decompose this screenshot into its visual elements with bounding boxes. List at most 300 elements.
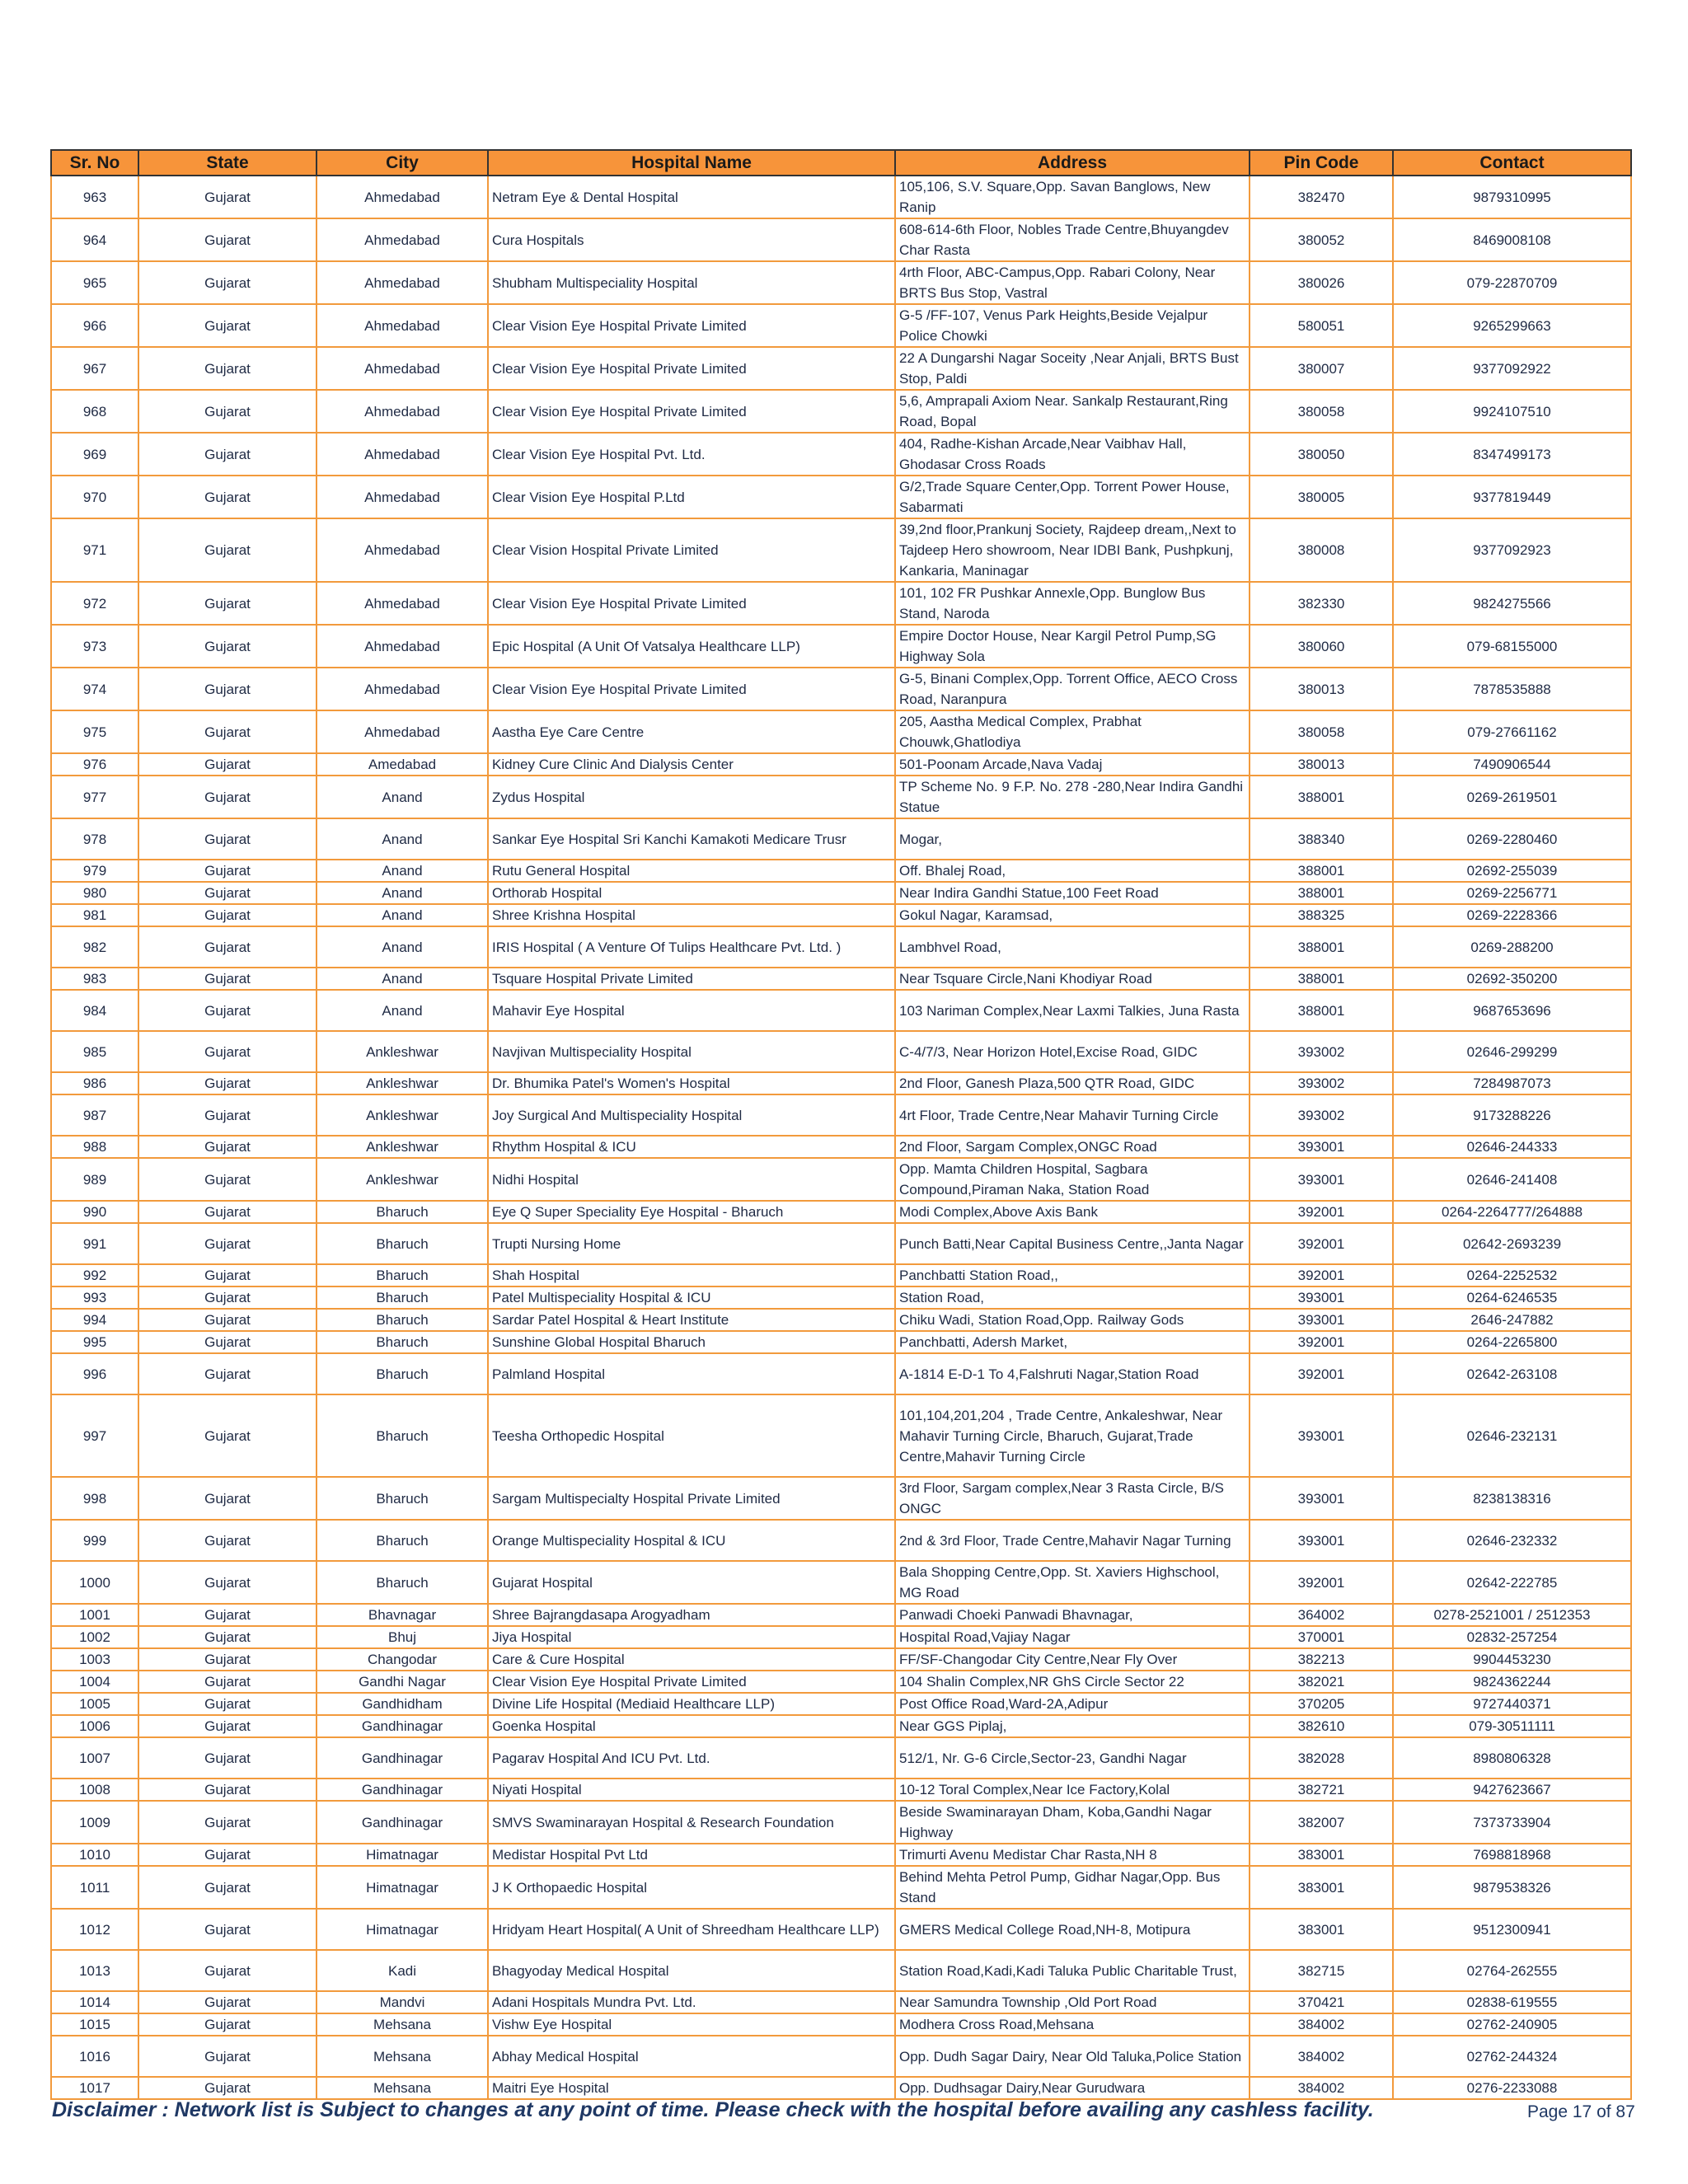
cell-hospital-name: Clear Vision Eye Hospital Private Limited [488, 582, 895, 625]
cell-address: G-5, Binani Complex,Opp. Torrent Office, AECO Cross Road, Naranpura [895, 668, 1250, 710]
cell-pin-code: 392001 [1250, 1223, 1393, 1264]
cell-pin-code: 393001 [1250, 1158, 1393, 1201]
table-row [51, 1561, 1631, 1604]
cell-city: Ahmedabad [316, 390, 488, 433]
cell-pin-code: 388340 [1250, 818, 1393, 860]
cell-pin-code: 384002 [1250, 2077, 1393, 2099]
cell-contact: 9377819449 [1393, 476, 1631, 518]
cell-state: Gujarat [138, 990, 316, 1031]
cell-city: Ahmedabad [316, 433, 488, 476]
cell-city: Anand [316, 926, 488, 968]
cell-hospital-name: Care & Cure Hospital [488, 1648, 895, 1671]
cell-city: Himatnagar [316, 1866, 488, 1909]
cell-pin-code: 364002 [1250, 1604, 1393, 1626]
cell-state: Gujarat [138, 1477, 316, 1520]
cell-hospital-name: Clear Vision Eye Hospital Private Limited [488, 304, 895, 347]
cell-contact: 8347499173 [1393, 433, 1631, 476]
cell-state: Gujarat [138, 1779, 316, 1801]
cell-address: Opp. Mamta Children Hospital, Sagbara Compound,Piraman Naka, Station Road [895, 1158, 1250, 1201]
cell-city: Bharuch [316, 1201, 488, 1223]
cell-address: A-1814 E-D-1 To 4,Falshruti Nagar,Station Road [895, 1353, 1250, 1394]
table-row [51, 1671, 1631, 1693]
cell-hospital-name: Palmland Hospital [488, 1353, 895, 1394]
table-row [51, 347, 1631, 390]
cell-contact: 9427623667 [1393, 1779, 1631, 1801]
cell-city: Anand [316, 776, 488, 818]
cell-hospital-name: Patel Multispeciality Hospital & ICU [488, 1286, 895, 1309]
cell-state: Gujarat [138, 1648, 316, 1671]
cell-address: 2nd Floor, Ganesh Plaza,500 QTR Road, GIDC [895, 1072, 1250, 1094]
cell-state: Gujarat [138, 1737, 316, 1779]
cell-state: Gujarat [138, 2013, 316, 2036]
cell-pin-code: 380026 [1250, 261, 1393, 304]
cell-city: Mehsana [316, 2077, 488, 2099]
cell-sr-no: 990 [51, 1201, 138, 1223]
cell-sr-no: 969 [51, 433, 138, 476]
cell-contact: 02838-619555 [1393, 1991, 1631, 2013]
cell-state: Gujarat [138, 176, 316, 218]
table-row [51, 1991, 1631, 2013]
cell-pin-code: 388001 [1250, 926, 1393, 968]
cell-address: Mogar, [895, 818, 1250, 860]
cell-hospital-name: Teesha Orthopedic Hospital [488, 1394, 895, 1477]
cell-sr-no: 975 [51, 710, 138, 753]
cell-city: Ahmedabad [316, 582, 488, 625]
cell-sr-no: 1017 [51, 2077, 138, 2099]
cell-pin-code: 370421 [1250, 1991, 1393, 2013]
cell-city: Ahmedabad [316, 518, 488, 582]
cell-contact: 7284987073 [1393, 1072, 1631, 1094]
cell-sr-no: 992 [51, 1264, 138, 1286]
table-row [51, 1223, 1631, 1264]
cell-state: Gujarat [138, 347, 316, 390]
cell-sr-no: 963 [51, 176, 138, 218]
cell-sr-no: 1003 [51, 1648, 138, 1671]
cell-address: 104 Shalin Complex,NR GhS Circle Sector 22 [895, 1671, 1250, 1693]
col-header-address: Address [895, 150, 1250, 176]
cell-contact: 079-22870709 [1393, 261, 1631, 304]
table-row [51, 2036, 1631, 2077]
cell-city: Ahmedabad [316, 668, 488, 710]
cell-pin-code: 393001 [1250, 1286, 1393, 1309]
cell-hospital-name: Shubham Multispeciality Hospital [488, 261, 895, 304]
disclaimer-text: Disclaimer : Network list is Subject to changes at any point of time. Please check with the hospital before availing any cashless facility. [52, 2098, 1374, 2121]
cell-hospital-name: Sargam Multispecialty Hospital Private Limited [488, 1477, 895, 1520]
cell-contact: 02692-350200 [1393, 968, 1631, 990]
cell-pin-code: 383001 [1250, 1909, 1393, 1950]
cell-address: Gokul Nagar, Karamsad, [895, 904, 1250, 926]
table-row [51, 668, 1631, 710]
table-row [51, 1950, 1631, 1991]
cell-address: Panchbatti, Adersh Market, [895, 1331, 1250, 1353]
cell-city: Bharuch [316, 1286, 488, 1309]
cell-contact: 02762-244324 [1393, 2036, 1631, 2077]
cell-contact: 02646-244333 [1393, 1136, 1631, 1158]
cell-contact: 079-68155000 [1393, 625, 1631, 668]
cell-hospital-name: Adani Hospitals Mundra Pvt. Ltd. [488, 1991, 895, 2013]
cell-pin-code: 382213 [1250, 1648, 1393, 1671]
cell-state: Gujarat [138, 1331, 316, 1353]
cell-contact: 9687653696 [1393, 990, 1631, 1031]
table-row [51, 882, 1631, 904]
cell-state: Gujarat [138, 1072, 316, 1094]
cell-state: Gujarat [138, 476, 316, 518]
cell-state: Gujarat [138, 1201, 316, 1223]
cell-contact: 7698818968 [1393, 1844, 1631, 1866]
cell-sr-no: 1011 [51, 1866, 138, 1909]
table-row [51, 1648, 1631, 1671]
cell-city: Gandhinagar [316, 1779, 488, 1801]
cell-sr-no: 980 [51, 882, 138, 904]
cell-city: Bharuch [316, 1477, 488, 1520]
cell-hospital-name: Kidney Cure Clinic And Dialysis Center [488, 753, 895, 776]
cell-hospital-name: Clear Vision Hospital Private Limited [488, 518, 895, 582]
cell-contact: 9265299663 [1393, 304, 1631, 347]
cell-state: Gujarat [138, 668, 316, 710]
cell-address: Lambhvel Road, [895, 926, 1250, 968]
cell-state: Gujarat [138, 1801, 316, 1844]
table-row [51, 304, 1631, 347]
cell-hospital-name: Joy Surgical And Multispeciality Hospital [488, 1094, 895, 1136]
cell-address: 101,104,201,204 , Trade Centre, Ankaleshwar, Near Mahavir Turning Circle, Bharuch, Gujarat,Trade Centre,Mahavir Turning Circle [895, 1394, 1250, 1477]
cell-state: Gujarat [138, 1353, 316, 1394]
cell-contact: 0269-2228366 [1393, 904, 1631, 926]
cell-address: Post Office Road,Ward-2A,Adipur [895, 1693, 1250, 1715]
cell-pin-code: 380060 [1250, 625, 1393, 668]
cell-pin-code: 393001 [1250, 1136, 1393, 1158]
cell-hospital-name: Clear Vision Eye Hospital P.Ltd [488, 476, 895, 518]
cell-address: 39,2nd floor,Prankunj Society, Rajdeep dream,,Next to Tajdeep Hero showroom, Near IDBI Bank, Pushpkunj, Kankaria, Maninagar [895, 518, 1250, 582]
cell-pin-code: 388325 [1250, 904, 1393, 926]
cell-contact: 02646-232332 [1393, 1520, 1631, 1561]
cell-state: Gujarat [138, 304, 316, 347]
cell-city: Ahmedabad [316, 625, 488, 668]
cell-hospital-name: Abhay Medical Hospital [488, 2036, 895, 2077]
cell-address: Bala Shopping Centre,Opp. St. Xaviers Highschool, MG Road [895, 1561, 1250, 1604]
cell-contact: 0264-6246535 [1393, 1286, 1631, 1309]
cell-address: FF/SF-Changodar City Centre,Near Fly Over [895, 1648, 1250, 1671]
cell-contact: 02642-263108 [1393, 1353, 1631, 1394]
table-row [51, 1158, 1631, 1201]
cell-city: Bharuch [316, 1223, 488, 1264]
cell-sr-no: 999 [51, 1520, 138, 1561]
cell-contact: 7373733904 [1393, 1801, 1631, 1844]
cell-state: Gujarat [138, 2077, 316, 2099]
table-row [51, 710, 1631, 753]
cell-address: G/2,Trade Square Center,Opp. Torrent Power House, Sabarmati [895, 476, 1250, 518]
cell-pin-code: 393001 [1250, 1477, 1393, 1520]
cell-address: GMERS Medical College Road,NH-8, Motipura [895, 1909, 1250, 1950]
cell-address: Station Road, [895, 1286, 1250, 1309]
cell-hospital-name: Tsquare Hospital Private Limited [488, 968, 895, 990]
cell-address: 608-614-6th Floor, Nobles Trade Centre,Bhuyangdev Char Rasta [895, 218, 1250, 261]
cell-pin-code: 382721 [1250, 1779, 1393, 1801]
cell-contact: 9924107510 [1393, 390, 1631, 433]
table-row [51, 1693, 1631, 1715]
cell-contact: 079-27661162 [1393, 710, 1631, 753]
cell-address: Beside Swaminarayan Dham, Koba,Gandhi Nagar Highway [895, 1801, 1250, 1844]
cell-city: Himatnagar [316, 1844, 488, 1866]
cell-city: Ahmedabad [316, 476, 488, 518]
col-header-state: State [138, 150, 316, 176]
cell-hospital-name: Medistar Hospital Pvt Ltd [488, 1844, 895, 1866]
cell-city: Gandhinagar [316, 1715, 488, 1737]
cell-sr-no: 971 [51, 518, 138, 582]
cell-pin-code: 382007 [1250, 1801, 1393, 1844]
cell-address: 101, 102 FR Pushkar Annexle,Opp. Bunglow Bus Stand, Naroda [895, 582, 1250, 625]
cell-state: Gujarat [138, 1158, 316, 1201]
cell-pin-code: 380052 [1250, 218, 1393, 261]
table-row [51, 1286, 1631, 1309]
cell-sr-no: 972 [51, 582, 138, 625]
cell-contact: 8469008108 [1393, 218, 1631, 261]
table-row [51, 1844, 1631, 1866]
cell-address: Behind Mehta Petrol Pump, Gidhar Nagar,Opp. Bus Stand [895, 1866, 1250, 1909]
cell-city: Ankleshwar [316, 1094, 488, 1136]
cell-sr-no: 1012 [51, 1909, 138, 1950]
cell-pin-code: 393002 [1250, 1094, 1393, 1136]
cell-address: 103 Nariman Complex,Near Laxmi Talkies, Juna Rasta [895, 990, 1250, 1031]
cell-city: Mandvi [316, 1991, 488, 2013]
cell-sr-no: 991 [51, 1223, 138, 1264]
cell-pin-code: 393001 [1250, 1520, 1393, 1561]
page-number: Page 17 of 87 [1527, 2102, 1635, 2121]
cell-address: Punch Batti,Near Capital Business Centre,,Janta Nagar [895, 1223, 1250, 1264]
cell-state: Gujarat [138, 625, 316, 668]
cell-hospital-name: Epic Hospital (A Unit Of Vatsalya Healthcare LLP) [488, 625, 895, 668]
cell-city: Ahmedabad [316, 304, 488, 347]
cell-contact: 02642-2693239 [1393, 1223, 1631, 1264]
cell-pin-code: 392001 [1250, 1264, 1393, 1286]
cell-pin-code: 382610 [1250, 1715, 1393, 1737]
cell-pin-code: 388001 [1250, 776, 1393, 818]
table-row [51, 261, 1631, 304]
cell-address: Hospital Road,Vajiay Nagar [895, 1626, 1250, 1648]
cell-hospital-name: Mahavir Eye Hospital [488, 990, 895, 1031]
cell-contact: 02764-262555 [1393, 1950, 1631, 1991]
cell-contact: 02646-232131 [1393, 1394, 1631, 1477]
table-row [51, 1072, 1631, 1094]
cell-state: Gujarat [138, 1223, 316, 1264]
table-row [51, 1201, 1631, 1223]
cell-city: Bharuch [316, 1331, 488, 1353]
col-header-city: City [316, 150, 488, 176]
cell-contact: 079-30511111 [1393, 1715, 1631, 1737]
table-row [51, 1604, 1631, 1626]
cell-address: Empire Doctor House, Near Kargil Petrol Pump,SG Highway Sola [895, 625, 1250, 668]
cell-address: 22 A Dungarshi Nagar Soceity ,Near Anjali, BRTS Bust Stop, Paldi [895, 347, 1250, 390]
cell-state: Gujarat [138, 1715, 316, 1737]
cell-hospital-name: Maitri Eye Hospital [488, 2077, 895, 2099]
cell-city: Gandhinagar [316, 1737, 488, 1779]
cell-hospital-name: Orange Multispeciality Hospital & ICU [488, 1520, 895, 1561]
cell-pin-code: 383001 [1250, 1844, 1393, 1866]
cell-pin-code: 393002 [1250, 1072, 1393, 1094]
table-row [51, 1353, 1631, 1394]
cell-hospital-name: Clear Vision Eye Hospital Private Limited [488, 347, 895, 390]
cell-sr-no: 986 [51, 1072, 138, 1094]
cell-sr-no: 1007 [51, 1737, 138, 1779]
table-row [51, 1737, 1631, 1779]
cell-state: Gujarat [138, 1394, 316, 1477]
cell-pin-code: 393002 [1250, 1031, 1393, 1072]
cell-contact: 0264-2252532 [1393, 1264, 1631, 1286]
cell-sr-no: 989 [51, 1158, 138, 1201]
cell-state: Gujarat [138, 776, 316, 818]
cell-pin-code: 380058 [1250, 390, 1393, 433]
cell-address: Modi Complex,Above Axis Bank [895, 1201, 1250, 1223]
cell-address: Panwadi Choeki Panwadi Bhavnagar, [895, 1604, 1250, 1626]
header-row [51, 150, 1631, 176]
cell-hospital-name: IRIS Hospital ( A Venture Of Tulips Healthcare Pvt. Ltd. ) [488, 926, 895, 968]
cell-state: Gujarat [138, 390, 316, 433]
cell-pin-code: 392001 [1250, 1353, 1393, 1394]
cell-address: 4rth Floor, ABC-Campus,Opp. Rabari Colony, Near BRTS Bus Stop, Vastral [895, 261, 1250, 304]
cell-contact: 0269-2619501 [1393, 776, 1631, 818]
cell-city: Anand [316, 990, 488, 1031]
cell-city: Ahmedabad [316, 710, 488, 753]
cell-hospital-name: Rhythm Hospital & ICU [488, 1136, 895, 1158]
cell-state: Gujarat [138, 1671, 316, 1693]
cell-pin-code: 388001 [1250, 990, 1393, 1031]
cell-hospital-name: Netram Eye & Dental Hospital [488, 176, 895, 218]
cell-sr-no: 996 [51, 1353, 138, 1394]
table-row [51, 1866, 1631, 1909]
cell-sr-no: 1015 [51, 2013, 138, 2036]
cell-address: 3rd Floor, Sargam complex,Near 3 Rasta Circle, B/S ONGC [895, 1477, 1250, 1520]
cell-state: Gujarat [138, 1909, 316, 1950]
table-row [51, 1520, 1631, 1561]
cell-pin-code: 384002 [1250, 2036, 1393, 2077]
cell-address: 2nd Floor, Sargam Complex,ONGC Road [895, 1136, 1250, 1158]
cell-pin-code: 392001 [1250, 1561, 1393, 1604]
cell-pin-code: 380058 [1250, 710, 1393, 753]
cell-state: Gujarat [138, 518, 316, 582]
cell-city: Changodar [316, 1648, 488, 1671]
cell-hospital-name: Gujarat Hospital [488, 1561, 895, 1604]
cell-hospital-name: Eye Q Super Speciality Eye Hospital - Bharuch [488, 1201, 895, 1223]
cell-address: 2nd & 3rd Floor, Trade Centre,Mahavir Nagar Turning [895, 1520, 1250, 1561]
table-row [51, 753, 1631, 776]
cell-address: 404, Radhe-Kishan Arcade,Near Vaibhav Hall, Ghodasar Cross Roads [895, 433, 1250, 476]
cell-contact: 02646-241408 [1393, 1158, 1631, 1201]
cell-hospital-name: SMVS Swaminarayan Hospital & Research Foundation [488, 1801, 895, 1844]
table-row [51, 904, 1631, 926]
cell-address: G-5 /FF-107, Venus Park Heights,Beside Vejalpur Police Chowki [895, 304, 1250, 347]
table-row [51, 1626, 1631, 1648]
cell-city: Mehsana [316, 2013, 488, 2036]
cell-sr-no: 966 [51, 304, 138, 347]
cell-pin-code: 392001 [1250, 1201, 1393, 1223]
cell-address: Chiku Wadi, Station Road,Opp. Railway Gods [895, 1309, 1250, 1331]
cell-address: Trimurti Avenu Medistar Char Rasta,NH 8 [895, 1844, 1250, 1866]
cell-state: Gujarat [138, 1866, 316, 1909]
cell-pin-code: 382715 [1250, 1950, 1393, 1991]
cell-sr-no: 987 [51, 1094, 138, 1136]
cell-pin-code: 383001 [1250, 1866, 1393, 1909]
cell-hospital-name: Pagarav Hospital And ICU Pvt. Ltd. [488, 1737, 895, 1779]
cell-city: Bharuch [316, 1394, 488, 1477]
cell-sr-no: 995 [51, 1331, 138, 1353]
cell-hospital-name: Shah Hospital [488, 1264, 895, 1286]
table-header [51, 150, 1631, 176]
cell-hospital-name: Aastha Eye Care Centre [488, 710, 895, 753]
cell-contact: 0276-2233088 [1393, 2077, 1631, 2099]
col-header-pin-code: Pin Code [1250, 150, 1393, 176]
cell-hospital-name: Shree Krishna Hospital [488, 904, 895, 926]
cell-hospital-name: Nidhi Hospital [488, 1158, 895, 1201]
cell-address: Near Samundra Township ,Old Port Road [895, 1991, 1250, 2013]
table-row [51, 1801, 1631, 1844]
cell-address: Off. Bhalej Road, [895, 860, 1250, 882]
cell-hospital-name: Niyati Hospital [488, 1779, 895, 1801]
cell-hospital-name: Clear Vision Eye Hospital Private Limited [488, 1671, 895, 1693]
cell-state: Gujarat [138, 710, 316, 753]
cell-city: Bharuch [316, 1264, 488, 1286]
cell-contact: 7490906544 [1393, 753, 1631, 776]
cell-pin-code: 382470 [1250, 176, 1393, 218]
cell-pin-code: 382028 [1250, 1737, 1393, 1779]
cell-hospital-name: Dr. Bhumika Patel's Women's Hospital [488, 1072, 895, 1094]
table-row [51, 625, 1631, 668]
table-row [51, 1031, 1631, 1072]
table-row [51, 390, 1631, 433]
cell-address: 105,106, S.V. Square,Opp. Savan Banglows, New Ranip [895, 176, 1250, 218]
table-row [51, 1094, 1631, 1136]
cell-contact: 8238138316 [1393, 1477, 1631, 1520]
cell-address: Panchbatti Station Road,, [895, 1264, 1250, 1286]
cell-pin-code: 380008 [1250, 518, 1393, 582]
cell-pin-code: 388001 [1250, 882, 1393, 904]
cell-pin-code: 384002 [1250, 2013, 1393, 2036]
cell-state: Gujarat [138, 968, 316, 990]
cell-pin-code: 380013 [1250, 668, 1393, 710]
cell-contact: 9727440371 [1393, 1693, 1631, 1715]
cell-contact: 9377092922 [1393, 347, 1631, 390]
table-row [51, 1909, 1631, 1950]
cell-state: Gujarat [138, 1264, 316, 1286]
cell-address: TP Scheme No. 9 F.P. No. 278 -280,Near Indira Gandhi Statue [895, 776, 1250, 818]
cell-hospital-name: Clear Vision Eye Hospital Pvt. Ltd. [488, 433, 895, 476]
cell-pin-code: 380013 [1250, 753, 1393, 776]
cell-pin-code: 382330 [1250, 582, 1393, 625]
cell-city: Anand [316, 860, 488, 882]
cell-address: 4rt Floor, Trade Centre,Near Mahavir Turning Circle [895, 1094, 1250, 1136]
cell-sr-no: 988 [51, 1136, 138, 1158]
hospital-network-table [50, 149, 1632, 2100]
cell-contact: 9173288226 [1393, 1094, 1631, 1136]
table-row [51, 818, 1631, 860]
cell-city: Gandhi Nagar [316, 1671, 488, 1693]
cell-sr-no: 985 [51, 1031, 138, 1072]
cell-address: 10-12 Toral Complex,Near Ice Factory,Kolal [895, 1779, 1250, 1801]
cell-contact: 9377092923 [1393, 518, 1631, 582]
cell-hospital-name: Bhagyoday Medical Hospital [488, 1950, 895, 1991]
cell-state: Gujarat [138, 1604, 316, 1626]
cell-contact: 0269-288200 [1393, 926, 1631, 968]
cell-contact: 0264-2265800 [1393, 1331, 1631, 1353]
cell-contact: 8980806328 [1393, 1737, 1631, 1779]
cell-state: Gujarat [138, 2036, 316, 2077]
cell-state: Gujarat [138, 882, 316, 904]
cell-sr-no: 979 [51, 860, 138, 882]
cell-contact: 7878535888 [1393, 668, 1631, 710]
cell-contact: 2646-247882 [1393, 1309, 1631, 1331]
cell-city: Mehsana [316, 2036, 488, 2077]
cell-hospital-name: Orthorab Hospital [488, 882, 895, 904]
cell-state: Gujarat [138, 433, 316, 476]
cell-hospital-name: Zydus Hospital [488, 776, 895, 818]
